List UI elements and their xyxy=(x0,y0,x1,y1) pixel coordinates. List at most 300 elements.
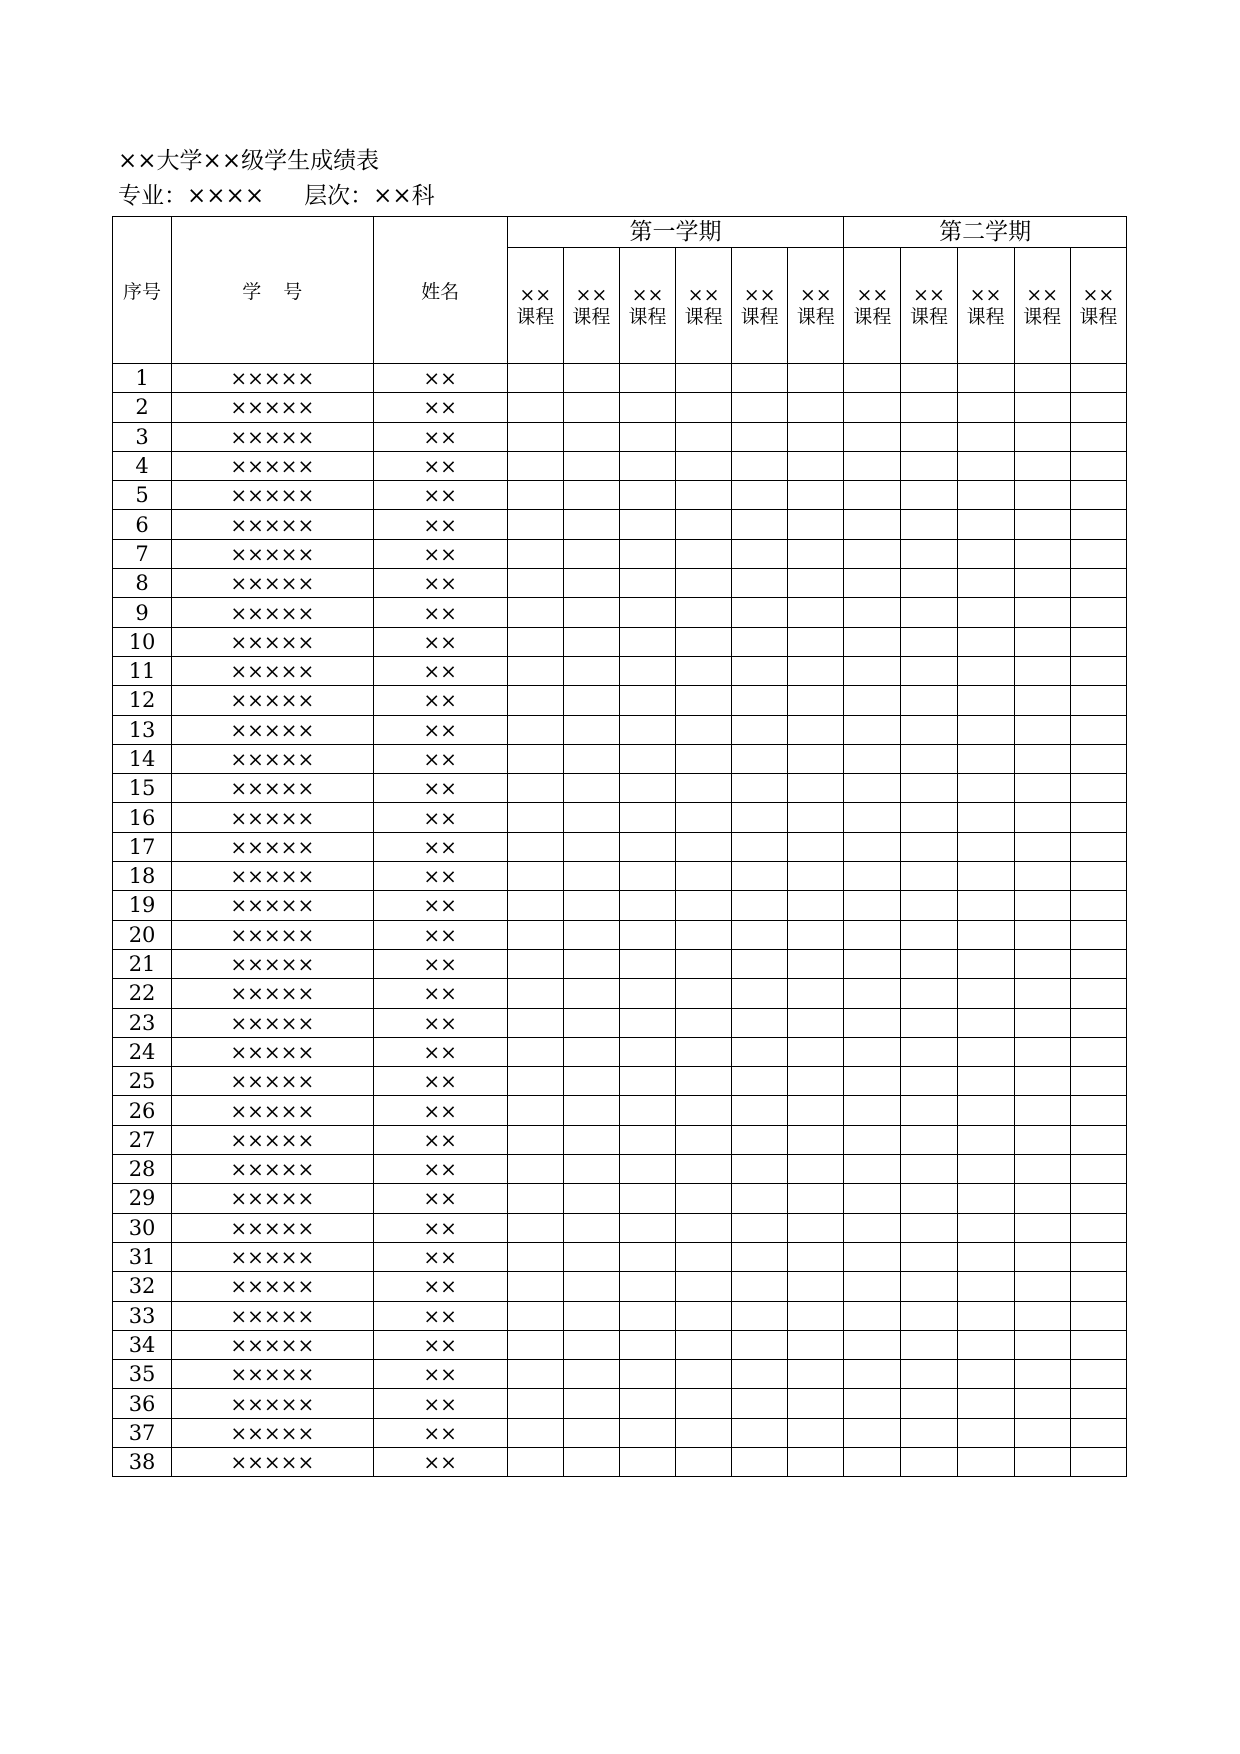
grade-cell[interactable] xyxy=(1014,1125,1070,1154)
grade-cell[interactable] xyxy=(507,1067,563,1096)
grade-cell[interactable] xyxy=(957,949,1014,978)
grade-cell[interactable] xyxy=(957,1447,1014,1476)
grade-cell[interactable] xyxy=(901,1301,957,1330)
grade-cell[interactable] xyxy=(957,422,1014,451)
grade-cell[interactable] xyxy=(901,715,957,744)
grade-cell[interactable] xyxy=(957,1330,1014,1359)
grade-cell[interactable] xyxy=(563,1330,619,1359)
grade-cell[interactable] xyxy=(1070,979,1126,1008)
grade-cell[interactable] xyxy=(619,774,675,803)
grade-cell[interactable] xyxy=(732,364,788,393)
grade-cell[interactable] xyxy=(563,627,619,656)
grade-cell[interactable] xyxy=(844,1067,901,1096)
grade-cell[interactable] xyxy=(507,569,563,598)
grade-cell[interactable] xyxy=(1014,1213,1070,1242)
grade-cell[interactable] xyxy=(732,1067,788,1096)
grade-cell[interactable] xyxy=(507,510,563,539)
grade-cell[interactable] xyxy=(957,539,1014,568)
grade-cell[interactable] xyxy=(619,539,675,568)
grade-cell[interactable] xyxy=(901,627,957,656)
grade-cell[interactable] xyxy=(676,1330,732,1359)
grade-cell[interactable] xyxy=(1070,1418,1126,1447)
grade-cell[interactable] xyxy=(1014,862,1070,891)
grade-cell[interactable] xyxy=(1014,1418,1070,1447)
grade-cell[interactable] xyxy=(844,744,901,773)
grade-cell[interactable] xyxy=(732,686,788,715)
grade-cell[interactable] xyxy=(563,1008,619,1037)
grade-cell[interactable] xyxy=(1014,451,1070,480)
grade-cell[interactable] xyxy=(901,1096,957,1125)
grade-cell[interactable] xyxy=(563,656,619,685)
grade-cell[interactable] xyxy=(507,364,563,393)
grade-cell[interactable] xyxy=(901,364,957,393)
grade-cell[interactable] xyxy=(507,1301,563,1330)
grade-cell[interactable] xyxy=(619,1155,675,1184)
grade-cell[interactable] xyxy=(676,715,732,744)
grade-cell[interactable] xyxy=(619,481,675,510)
grade-cell[interactable] xyxy=(619,1360,675,1389)
grade-cell[interactable] xyxy=(676,774,732,803)
grade-cell[interactable] xyxy=(1014,715,1070,744)
grade-cell[interactable] xyxy=(1070,598,1126,627)
grade-cell[interactable] xyxy=(563,510,619,539)
grade-cell[interactable] xyxy=(676,1447,732,1476)
grade-cell[interactable] xyxy=(957,1213,1014,1242)
grade-cell[interactable] xyxy=(1014,1067,1070,1096)
grade-cell[interactable] xyxy=(1014,686,1070,715)
grade-cell[interactable] xyxy=(732,1301,788,1330)
grade-cell[interactable] xyxy=(957,715,1014,744)
grade-cell[interactable] xyxy=(901,774,957,803)
grade-cell[interactable] xyxy=(901,1330,957,1359)
grade-cell[interactable] xyxy=(1070,656,1126,685)
grade-cell[interactable] xyxy=(788,774,844,803)
grade-cell[interactable] xyxy=(676,1125,732,1154)
grade-cell[interactable] xyxy=(901,422,957,451)
grade-cell[interactable] xyxy=(507,656,563,685)
grade-cell[interactable] xyxy=(957,1008,1014,1037)
grade-cell[interactable] xyxy=(844,656,901,685)
grade-cell[interactable] xyxy=(844,1360,901,1389)
grade-cell[interactable] xyxy=(957,481,1014,510)
grade-cell[interactable] xyxy=(1070,539,1126,568)
grade-cell[interactable] xyxy=(1070,715,1126,744)
grade-cell[interactable] xyxy=(676,1272,732,1301)
grade-cell[interactable] xyxy=(676,422,732,451)
grade-cell[interactable] xyxy=(1014,832,1070,861)
grade-cell[interactable] xyxy=(732,627,788,656)
grade-cell[interactable] xyxy=(563,539,619,568)
grade-cell[interactable] xyxy=(844,481,901,510)
grade-cell[interactable] xyxy=(563,1067,619,1096)
grade-cell[interactable] xyxy=(901,1155,957,1184)
grade-cell[interactable] xyxy=(901,832,957,861)
grade-cell[interactable] xyxy=(563,422,619,451)
grade-cell[interactable] xyxy=(1070,686,1126,715)
grade-cell[interactable] xyxy=(844,364,901,393)
grade-cell[interactable] xyxy=(619,949,675,978)
grade-cell[interactable] xyxy=(844,510,901,539)
grade-cell[interactable] xyxy=(1070,832,1126,861)
grade-cell[interactable] xyxy=(563,920,619,949)
grade-cell[interactable] xyxy=(563,1125,619,1154)
grade-cell[interactable] xyxy=(507,832,563,861)
grade-cell[interactable] xyxy=(676,1184,732,1213)
grade-cell[interactable] xyxy=(732,949,788,978)
grade-cell[interactable] xyxy=(901,539,957,568)
grade-cell[interactable] xyxy=(788,715,844,744)
grade-cell[interactable] xyxy=(507,422,563,451)
grade-cell[interactable] xyxy=(901,481,957,510)
grade-cell[interactable] xyxy=(507,715,563,744)
grade-cell[interactable] xyxy=(732,539,788,568)
grade-cell[interactable] xyxy=(1070,744,1126,773)
grade-cell[interactable] xyxy=(844,862,901,891)
grade-cell[interactable] xyxy=(732,1096,788,1125)
grade-cell[interactable] xyxy=(732,1184,788,1213)
grade-cell[interactable] xyxy=(563,1242,619,1271)
grade-cell[interactable] xyxy=(901,656,957,685)
grade-cell[interactable] xyxy=(732,1213,788,1242)
grade-cell[interactable] xyxy=(507,774,563,803)
grade-cell[interactable] xyxy=(732,744,788,773)
grade-cell[interactable] xyxy=(676,481,732,510)
grade-cell[interactable] xyxy=(1070,1447,1126,1476)
grade-cell[interactable] xyxy=(901,1360,957,1389)
grade-cell[interactable] xyxy=(1014,1301,1070,1330)
grade-cell[interactable] xyxy=(788,1447,844,1476)
grade-cell[interactable] xyxy=(844,832,901,861)
grade-cell[interactable] xyxy=(732,891,788,920)
grade-cell[interactable] xyxy=(844,1125,901,1154)
grade-cell[interactable] xyxy=(619,1096,675,1125)
grade-cell[interactable] xyxy=(957,656,1014,685)
grade-cell[interactable] xyxy=(619,1008,675,1037)
grade-cell[interactable] xyxy=(844,715,901,744)
grade-cell[interactable] xyxy=(788,862,844,891)
grade-cell[interactable] xyxy=(788,364,844,393)
grade-cell[interactable] xyxy=(788,803,844,832)
grade-cell[interactable] xyxy=(1070,1096,1126,1125)
grade-cell[interactable] xyxy=(563,774,619,803)
grade-cell[interactable] xyxy=(844,1213,901,1242)
grade-cell[interactable] xyxy=(788,1330,844,1359)
grade-cell[interactable] xyxy=(901,1389,957,1418)
grade-cell[interactable] xyxy=(1014,481,1070,510)
grade-cell[interactable] xyxy=(1070,1008,1126,1037)
grade-cell[interactable] xyxy=(619,744,675,773)
grade-cell[interactable] xyxy=(507,1330,563,1359)
grade-cell[interactable] xyxy=(1070,803,1126,832)
grade-cell[interactable] xyxy=(1014,1447,1070,1476)
grade-cell[interactable] xyxy=(1070,1272,1126,1301)
grade-cell[interactable] xyxy=(1070,1213,1126,1242)
grade-cell[interactable] xyxy=(844,1418,901,1447)
grade-cell[interactable] xyxy=(957,598,1014,627)
grade-cell[interactable] xyxy=(1070,920,1126,949)
grade-cell[interactable] xyxy=(1014,1360,1070,1389)
grade-cell[interactable] xyxy=(732,1272,788,1301)
grade-cell[interactable] xyxy=(619,1213,675,1242)
grade-cell[interactable] xyxy=(563,1389,619,1418)
grade-cell[interactable] xyxy=(732,1447,788,1476)
grade-cell[interactable] xyxy=(844,920,901,949)
grade-cell[interactable] xyxy=(619,1037,675,1066)
grade-cell[interactable] xyxy=(1014,1242,1070,1271)
grade-cell[interactable] xyxy=(676,510,732,539)
grade-cell[interactable] xyxy=(563,481,619,510)
grade-cell[interactable] xyxy=(619,1184,675,1213)
grade-cell[interactable] xyxy=(844,422,901,451)
grade-cell[interactable] xyxy=(957,1242,1014,1271)
grade-cell[interactable] xyxy=(507,891,563,920)
grade-cell[interactable] xyxy=(1014,598,1070,627)
grade-cell[interactable] xyxy=(732,920,788,949)
grade-cell[interactable] xyxy=(844,1037,901,1066)
grade-cell[interactable] xyxy=(732,510,788,539)
grade-cell[interactable] xyxy=(507,627,563,656)
grade-cell[interactable] xyxy=(901,1037,957,1066)
grade-cell[interactable] xyxy=(957,1418,1014,1447)
grade-cell[interactable] xyxy=(901,393,957,422)
grade-cell[interactable] xyxy=(844,1389,901,1418)
grade-cell[interactable] xyxy=(788,1272,844,1301)
grade-cell[interactable] xyxy=(1014,569,1070,598)
grade-cell[interactable] xyxy=(619,862,675,891)
grade-cell[interactable] xyxy=(732,451,788,480)
grade-cell[interactable] xyxy=(732,1125,788,1154)
grade-cell[interactable] xyxy=(563,393,619,422)
grade-cell[interactable] xyxy=(901,686,957,715)
grade-cell[interactable] xyxy=(619,569,675,598)
grade-cell[interactable] xyxy=(507,393,563,422)
grade-cell[interactable] xyxy=(844,1242,901,1271)
grade-cell[interactable] xyxy=(563,949,619,978)
grade-cell[interactable] xyxy=(844,1272,901,1301)
grade-cell[interactable] xyxy=(844,949,901,978)
grade-cell[interactable] xyxy=(788,1184,844,1213)
grade-cell[interactable] xyxy=(957,832,1014,861)
grade-cell[interactable] xyxy=(957,569,1014,598)
grade-cell[interactable] xyxy=(901,1213,957,1242)
grade-cell[interactable] xyxy=(788,510,844,539)
grade-cell[interactable] xyxy=(676,1213,732,1242)
grade-cell[interactable] xyxy=(1014,774,1070,803)
grade-cell[interactable] xyxy=(563,1272,619,1301)
grade-cell[interactable] xyxy=(788,1418,844,1447)
grade-cell[interactable] xyxy=(844,451,901,480)
grade-cell[interactable] xyxy=(901,949,957,978)
grade-cell[interactable] xyxy=(844,1096,901,1125)
grade-cell[interactable] xyxy=(507,1096,563,1125)
grade-cell[interactable] xyxy=(1014,891,1070,920)
grade-cell[interactable] xyxy=(563,364,619,393)
grade-cell[interactable] xyxy=(901,1067,957,1096)
grade-cell[interactable] xyxy=(844,1330,901,1359)
grade-cell[interactable] xyxy=(844,774,901,803)
grade-cell[interactable] xyxy=(732,715,788,744)
grade-cell[interactable] xyxy=(676,832,732,861)
grade-cell[interactable] xyxy=(507,1184,563,1213)
grade-cell[interactable] xyxy=(957,744,1014,773)
grade-cell[interactable] xyxy=(676,891,732,920)
grade-cell[interactable] xyxy=(1014,656,1070,685)
grade-cell[interactable] xyxy=(788,744,844,773)
grade-cell[interactable] xyxy=(507,1272,563,1301)
grade-cell[interactable] xyxy=(676,1155,732,1184)
grade-cell[interactable] xyxy=(957,1125,1014,1154)
grade-cell[interactable] xyxy=(788,1242,844,1271)
grade-cell[interactable] xyxy=(788,481,844,510)
grade-cell[interactable] xyxy=(676,744,732,773)
grade-cell[interactable] xyxy=(1014,627,1070,656)
grade-cell[interactable] xyxy=(563,1155,619,1184)
grade-cell[interactable] xyxy=(1014,1096,1070,1125)
grade-cell[interactable] xyxy=(957,862,1014,891)
grade-cell[interactable] xyxy=(901,1447,957,1476)
grade-cell[interactable] xyxy=(844,569,901,598)
grade-cell[interactable] xyxy=(901,920,957,949)
grade-cell[interactable] xyxy=(957,1301,1014,1330)
grade-cell[interactable] xyxy=(1070,1242,1126,1271)
grade-cell[interactable] xyxy=(1014,510,1070,539)
grade-cell[interactable] xyxy=(1014,393,1070,422)
grade-cell[interactable] xyxy=(901,510,957,539)
grade-cell[interactable] xyxy=(788,569,844,598)
grade-cell[interactable] xyxy=(957,1096,1014,1125)
grade-cell[interactable] xyxy=(563,1184,619,1213)
grade-cell[interactable] xyxy=(1070,451,1126,480)
grade-cell[interactable] xyxy=(788,539,844,568)
grade-cell[interactable] xyxy=(507,1418,563,1447)
grade-cell[interactable] xyxy=(676,979,732,1008)
grade-cell[interactable] xyxy=(619,1242,675,1271)
grade-cell[interactable] xyxy=(676,451,732,480)
grade-cell[interactable] xyxy=(844,803,901,832)
grade-cell[interactable] xyxy=(619,422,675,451)
grade-cell[interactable] xyxy=(732,1360,788,1389)
grade-cell[interactable] xyxy=(1014,1184,1070,1213)
grade-cell[interactable] xyxy=(1070,1301,1126,1330)
grade-cell[interactable] xyxy=(844,393,901,422)
grade-cell[interactable] xyxy=(957,686,1014,715)
grade-cell[interactable] xyxy=(1070,1037,1126,1066)
grade-cell[interactable] xyxy=(732,393,788,422)
grade-cell[interactable] xyxy=(1070,1389,1126,1418)
grade-cell[interactable] xyxy=(619,627,675,656)
grade-cell[interactable] xyxy=(1014,949,1070,978)
grade-cell[interactable] xyxy=(732,569,788,598)
grade-cell[interactable] xyxy=(901,979,957,1008)
grade-cell[interactable] xyxy=(507,1125,563,1154)
grade-cell[interactable] xyxy=(844,627,901,656)
grade-cell[interactable] xyxy=(619,1447,675,1476)
grade-cell[interactable] xyxy=(563,451,619,480)
grade-cell[interactable] xyxy=(732,979,788,1008)
grade-cell[interactable] xyxy=(788,686,844,715)
grade-cell[interactable] xyxy=(619,364,675,393)
grade-cell[interactable] xyxy=(563,686,619,715)
grade-cell[interactable] xyxy=(788,393,844,422)
grade-cell[interactable] xyxy=(563,1447,619,1476)
grade-cell[interactable] xyxy=(507,539,563,568)
grade-cell[interactable] xyxy=(957,451,1014,480)
grade-cell[interactable] xyxy=(563,1037,619,1066)
grade-cell[interactable] xyxy=(1070,891,1126,920)
grade-cell[interactable] xyxy=(732,1242,788,1271)
grade-cell[interactable] xyxy=(563,598,619,627)
grade-cell[interactable] xyxy=(957,1360,1014,1389)
grade-cell[interactable] xyxy=(1070,1125,1126,1154)
grade-cell[interactable] xyxy=(732,1008,788,1037)
grade-cell[interactable] xyxy=(507,1213,563,1242)
grade-cell[interactable] xyxy=(957,364,1014,393)
grade-cell[interactable] xyxy=(1014,364,1070,393)
grade-cell[interactable] xyxy=(788,627,844,656)
grade-cell[interactable] xyxy=(957,1155,1014,1184)
grade-cell[interactable] xyxy=(1070,627,1126,656)
grade-cell[interactable] xyxy=(1070,949,1126,978)
grade-cell[interactable] xyxy=(619,803,675,832)
grade-cell[interactable] xyxy=(1014,1155,1070,1184)
grade-cell[interactable] xyxy=(563,1213,619,1242)
grade-cell[interactable] xyxy=(1070,1155,1126,1184)
grade-cell[interactable] xyxy=(1014,979,1070,1008)
grade-cell[interactable] xyxy=(957,1037,1014,1066)
grade-cell[interactable] xyxy=(619,1418,675,1447)
grade-cell[interactable] xyxy=(732,1037,788,1066)
grade-cell[interactable] xyxy=(901,598,957,627)
grade-cell[interactable] xyxy=(676,393,732,422)
grade-cell[interactable] xyxy=(788,1008,844,1037)
grade-cell[interactable] xyxy=(563,569,619,598)
grade-cell[interactable] xyxy=(507,1389,563,1418)
grade-cell[interactable] xyxy=(901,451,957,480)
grade-cell[interactable] xyxy=(507,1037,563,1066)
grade-cell[interactable] xyxy=(901,569,957,598)
grade-cell[interactable] xyxy=(676,949,732,978)
grade-cell[interactable] xyxy=(507,862,563,891)
grade-cell[interactable] xyxy=(788,1096,844,1125)
grade-cell[interactable] xyxy=(1070,393,1126,422)
grade-cell[interactable] xyxy=(957,627,1014,656)
grade-cell[interactable] xyxy=(676,686,732,715)
grade-cell[interactable] xyxy=(507,598,563,627)
grade-cell[interactable] xyxy=(563,862,619,891)
grade-cell[interactable] xyxy=(732,832,788,861)
grade-cell[interactable] xyxy=(844,686,901,715)
grade-cell[interactable] xyxy=(507,686,563,715)
grade-cell[interactable] xyxy=(732,1155,788,1184)
grade-cell[interactable] xyxy=(844,1447,901,1476)
grade-cell[interactable] xyxy=(507,1242,563,1271)
grade-cell[interactable] xyxy=(1014,539,1070,568)
grade-cell[interactable] xyxy=(676,656,732,685)
grade-cell[interactable] xyxy=(563,1418,619,1447)
grade-cell[interactable] xyxy=(844,539,901,568)
grade-cell[interactable] xyxy=(1014,1389,1070,1418)
grade-cell[interactable] xyxy=(619,891,675,920)
grade-cell[interactable] xyxy=(901,1125,957,1154)
grade-cell[interactable] xyxy=(901,1242,957,1271)
grade-cell[interactable] xyxy=(619,686,675,715)
grade-cell[interactable] xyxy=(619,393,675,422)
grade-cell[interactable] xyxy=(507,920,563,949)
grade-cell[interactable] xyxy=(732,1330,788,1359)
grade-cell[interactable] xyxy=(901,744,957,773)
grade-cell[interactable] xyxy=(788,1360,844,1389)
grade-cell[interactable] xyxy=(676,598,732,627)
